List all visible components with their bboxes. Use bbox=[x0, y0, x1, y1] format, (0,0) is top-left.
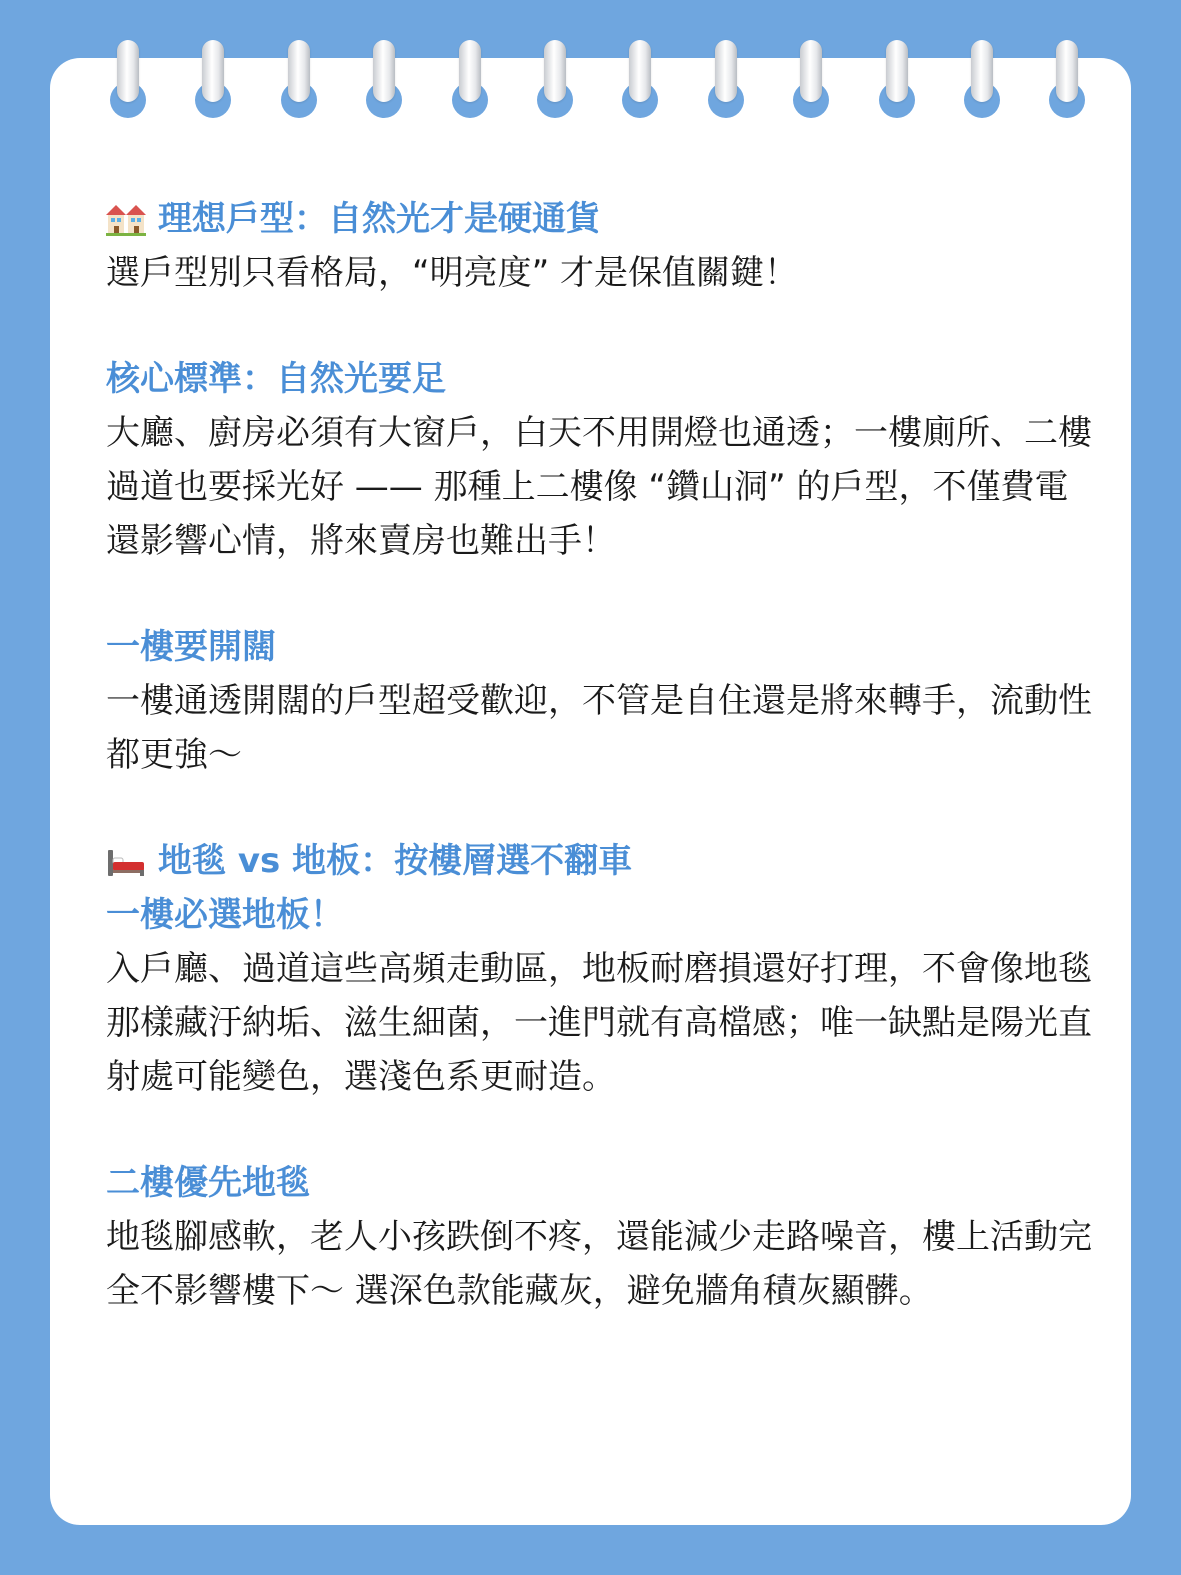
heading-text: 理想戶型：自然光才是硬通貨 bbox=[158, 199, 600, 239]
bed-icon bbox=[106, 844, 146, 878]
binding-ring bbox=[964, 40, 1000, 120]
binding-ring bbox=[1049, 40, 1085, 120]
section-heading-carpet-vs-floor bbox=[106, 834, 1096, 888]
section-heading-first-floor: 一樓要開闊 bbox=[106, 627, 276, 667]
section-heading-second-floor-carpet: 二樓優先地毯 bbox=[106, 1163, 310, 1203]
binding-ring bbox=[537, 40, 573, 120]
paragraph: 選戶型別只看格局，“明亮度” 才是保值關鍵！ bbox=[106, 253, 799, 293]
binding-ring bbox=[110, 40, 146, 120]
note-content bbox=[106, 192, 1096, 1318]
paragraph: 入戶廳、過道這些高頻走動區，地板耐磨損還好打理，不會像地毯那樣藏汙納垢、滋生細菌，一進門就有高檔感；唯一缺點是陽光直射處可能變色，選淺色系更耐造。 bbox=[106, 949, 1092, 1097]
house-icon bbox=[106, 202, 146, 236]
binding-ring bbox=[366, 40, 402, 120]
paragraph: 一樓通透開闊的戶型超受歡迎，不管是自住還是將來轉手，流動性都更強～ bbox=[106, 681, 1092, 775]
binding-ring bbox=[622, 40, 658, 120]
heading-text: 地毯 vs 地板：按樓層選不翻車 bbox=[158, 841, 633, 881]
binding-ring bbox=[281, 40, 317, 120]
binding-ring bbox=[195, 40, 231, 120]
spiral-binding bbox=[0, 0, 1181, 130]
subheading-first-floor-floorboard: 一樓必選地板！ bbox=[106, 895, 344, 935]
paragraph: 大廳、廚房必須有大窗戶，白天不用開燈也通透；一樓廁所、二樓過道也要採光好 —— 那種上二樓像 “鑽山洞” 的戶型，不僅費電還影響心情，將來賣房也難出手！ bbox=[106, 413, 1092, 561]
binding-ring bbox=[708, 40, 744, 120]
binding-ring bbox=[793, 40, 829, 120]
section-heading-natural-light: 核心標準：自然光要足 bbox=[106, 359, 446, 399]
binding-ring bbox=[452, 40, 488, 120]
binding-ring bbox=[879, 40, 915, 120]
section-heading-layout bbox=[106, 192, 1096, 246]
paragraph: 地毯腳感軟，老人小孩跌倒不疼，還能減少走路噪音，樓上活動完全不影響樓下～ 選深色款能藏灰，避免牆角積灰顯髒。 bbox=[106, 1217, 1092, 1311]
